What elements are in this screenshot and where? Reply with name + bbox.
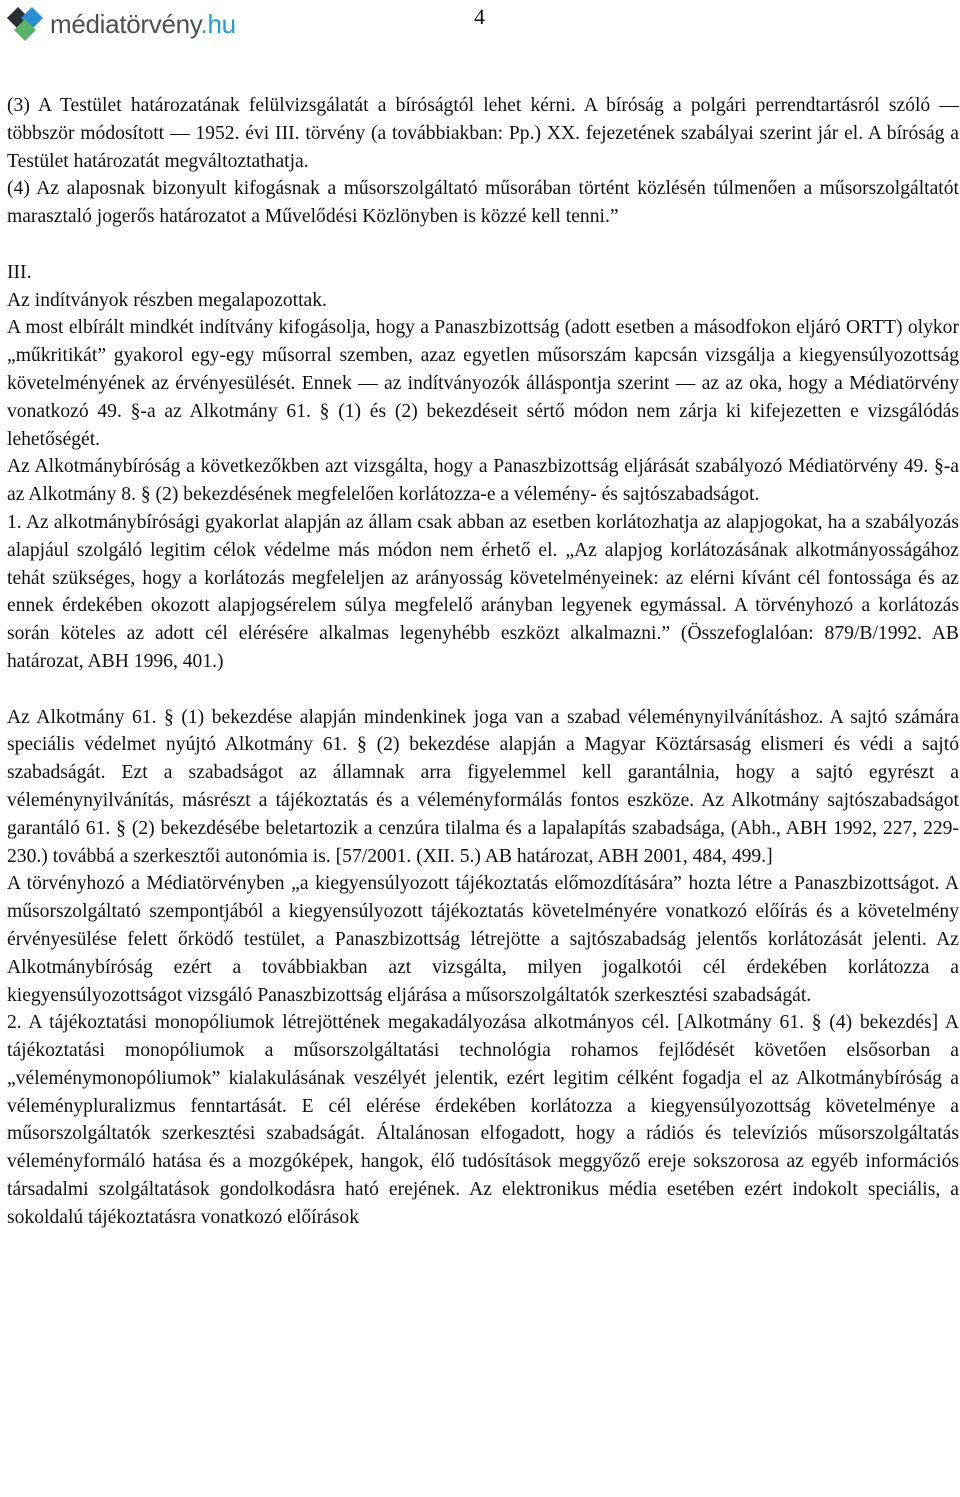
paragraph-3: (3) A Testület határozatának felülvizsgálatát a bíróságtól lehet kérni. A bíróság a polgári perrendtartásról szóló — többször módosított — 1952. évi III. törvény (a továbbiakban: Pp.) XX. fejezetének szabályai szerint jár el. A bíróság a Testület határozatát megváltoztathatja.	[7, 95, 959, 172]
section-heading: III.	[7, 261, 32, 283]
document-body	[7, 92, 959, 1232]
site-logo[interactable]	[4, 4, 236, 44]
logo-diamond-icon	[4, 3, 46, 45]
paragraph-court-examined: Az Alkotmánybíróság a következőkben azt vizsgálta, hogy a Panaszbizottság eljárását szabályozó Médiatörvény 49. §-a az Alkotmány 8. § (2) bekezdésének megfelelően korlátozza-e a vélemény- és sajtószabadságot.	[7, 456, 959, 506]
logo-domain-text: .hu	[200, 8, 236, 39]
paragraph-constitution-61: Az Alkotmány 61. § (1) bekezdése alapján mindenkinek joga van a szabad véleménynyilvánításhoz. A sajtó számára speciális védelmet nyújtó Alkotmány 61. § (2) bekezdése alapján a Magyar Köztársaság elismeri és védi a sajtó szabadságát. Ezt a szabadságot az államnak arra figyelemmel kell garantálnia, hogy a sajtó egyrészt a véleménynyilvánítás, másrészt a tájékoztatás és a véleményformálás fontos eszköze. Az Alkotmány sajtószabadságot garantáló 61. § (2) bekezdésébe beletartozik a cenzúra tilalma és a lapalapítás szabadsága, (Abh., ABH 1992, 227, 229-230.) továbbá a szerkesztői autonómia is. [57/2001. (XII. 5.) AB határozat, ABH 2001, 484, 499.]	[7, 706, 959, 867]
paragraph-legislator: A törvényhozó a Médiatörvényben „a kiegyensúlyozott tájékoztatás előmozdítására” hozta létre a Panaszbizottságot. A műsorszolgáltató szempontjából a kiegyensúlyozott tájékoztatás követelményére vonatkozó előírás és a követelmény érvényesülése felett őrködő testület, a Panaszbizottság létrejötte a sajtószabadság jelentős korlátozását jelenti. Az Alkotmánybíróság ezért a továbbiakban azt vizsgálta, milyen jogalkotói cél érdekében korlátozza a kiegyensúlyozottságot vizsgáló Panaszbizottság eljárása a műsorszolgáltatók szerkesztési szabadságát.	[7, 873, 959, 1006]
paragraph-point-2: 2. A tájékoztatási monopóliumok létrejöttének megakadályozása alkotmányos cél. [Alkotmány 61. § (4) bekezdés] A tájékoztatási monopóliumok a műsorszolgáltatási technológia rohamos fejlődését követően elsősorban a „véleménymonopóliumok” kialakulásának veszélyét jelentik, ezért legitim célként fogadja el az Alkotmánybíróság a véleménypluralizmus fenntartását. E cél elérése érdekében korlátozza a kiegyensúlyozottság követelménye a műsorszolgáltatók szerkesztési szabadságát. Általánosan elfogadott, hogy a rádiós és televíziós műsorszolgáltatás véleményformáló hatása és a mozgóképek, hangok, élő tudósítások meggyőző ereje sokszorosa az egyéb információs társadalmi szolgáltatások gondolkodásra ható erejének. Az elektronikus média esetében ezért indokolt speciális, a sokoldalú tájékoztatásra vonatkozó előírások	[7, 1012, 959, 1228]
logo-main-text: médiatörvény	[50, 8, 201, 39]
page-number: 4	[474, 4, 485, 29]
paragraph-petitions: A most elbírált mindkét indítvány kifogásolja, hogy a Panaszbizottság (adott esetben a másodfokon eljáró ORTT) olykor „műkritikát” gyakorol egy-egy műsorral szemben, azaz egyetlen műsorszám kapcsán vizsgálja a kiegyensúlyozottság követelményének az érvényesülését. Ennek — az indítványozók álláspontja szerint — az az oka, hogy a Médiatörvény vonatkozó 49. §-a az Alkotmány 61. § (1) és (2) bekezdéseit sértő módon nem zárja ki kifejezetten e vizsgálódás lehetőségét.	[7, 317, 959, 450]
paragraph-4: (4) Az alaposnak bizonyult kifogásnak a műsorszolgáltató műsorában történt közlésén túlmenően a műsorszolgáltatót marasztaló jogerős határozatot a Művelődési Közlönyben is közzé kell tenni.”	[7, 178, 959, 228]
section-summary: Az indítványok részben megalapozottak.	[7, 289, 327, 311]
paragraph-point-1: 1. Az alkotmánybírósági gyakorlat alapján az állam csak abban az esetben korlátozhatja az alapjogokat, ha a szabályozás alapjául szolgáló legitim célok védelme más módon nem érhető el. „Az alapjog korlátozásának alkotmányosságához tehát szükséges, hogy a korlátozás megfeleljen az arányosság követelményeinek: az elérni kívánt cél fontossága és az ennek érdekében okozott alapjogsérelem súlya megfelelő arányban legyenek egymással. A törvényhozó a korlátozás során köteles az adott cél elérésére alkalmas legenyhébb eszközt alkalmazni.” (Összefoglalóan: 879/B/1992. AB határozat, ABH 1996, 401.)	[7, 511, 959, 672]
logo-wordmark	[50, 9, 236, 40]
